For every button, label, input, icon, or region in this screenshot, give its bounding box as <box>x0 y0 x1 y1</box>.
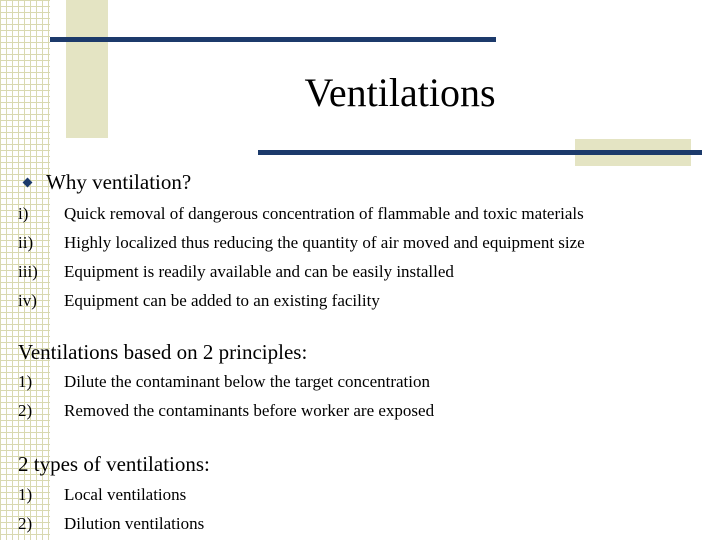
list-item-text: Local ventilations <box>64 485 187 504</box>
list-item-number: 1) <box>18 372 33 391</box>
list-item <box>18 286 585 315</box>
list-item <box>18 509 204 538</box>
list-item-number: i) <box>18 204 29 223</box>
bullet-text: Why ventilation? <box>46 170 192 194</box>
principles-list <box>18 367 434 425</box>
list-item <box>18 257 585 286</box>
list-item <box>18 199 585 228</box>
list-item-number: iv) <box>18 291 37 310</box>
list-item-number: 2) <box>18 401 33 420</box>
accent-bar-top <box>50 37 496 42</box>
list-item-number: 2) <box>18 514 33 533</box>
bullet-why-ventilation <box>22 168 191 196</box>
list-item <box>18 228 585 257</box>
list-item-text: Equipment can be added to an existing facility <box>64 291 380 310</box>
types-heading: 2 types of ventilations: <box>18 452 210 476</box>
types-list <box>18 480 204 538</box>
list-item-text: Quick removal of dangerous concentration of flammable and toxic materials <box>64 204 584 223</box>
list-item-text: Highly localized thus reducing the quantity of air moved and equipment size <box>64 233 585 252</box>
list-item-text: Dilute the contaminant below the target concentration <box>64 372 431 391</box>
list-item-number: 1) <box>18 485 33 504</box>
list-item-number: iii) <box>18 262 38 281</box>
accent-block-left <box>66 0 108 138</box>
reasons-list <box>18 199 585 315</box>
list-item-text: Equipment is readily available and can be easily installed <box>64 262 454 281</box>
list-item <box>18 367 434 396</box>
diamond-bullet-icon <box>23 177 33 187</box>
list-item-text: Removed the contaminants before worker are exposed <box>64 401 435 420</box>
accent-bar-bottom <box>258 150 702 155</box>
list-item-text: Dilution ventilations <box>64 514 205 533</box>
list-item-number: ii) <box>18 233 34 252</box>
slide-title: Ventilations <box>304 70 496 115</box>
principles-heading: Ventilations based on 2 principles: <box>18 340 308 364</box>
list-item <box>18 480 204 509</box>
list-item <box>18 396 434 425</box>
